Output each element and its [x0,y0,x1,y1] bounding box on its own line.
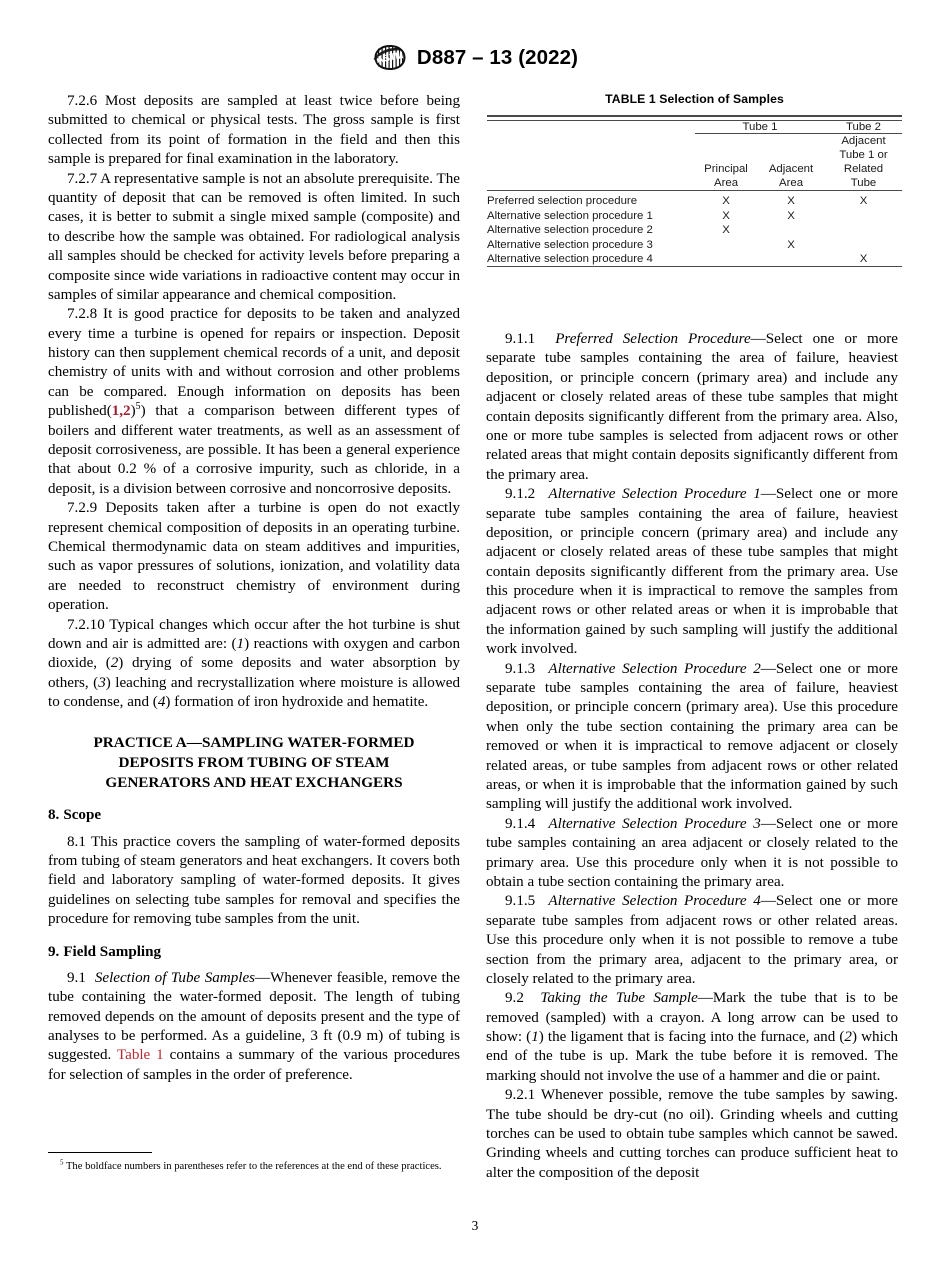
header-line: Principal [704,163,748,176]
table-row [487,223,902,237]
table-1-selection-of-samples [487,115,902,270]
cell-tube-2: X [859,253,868,265]
group-header-blank [487,121,695,134]
cell-principal-area: X [722,224,730,237]
practice-title-line-3: GENERATORS AND HEAT EXCHANGERS [105,773,403,791]
list-number-4: 4 [157,694,166,711]
cell-tube-2 [825,238,902,252]
list-number-2: 2 [844,1029,852,1046]
paragraph-7-2-10-c: ) drying of some deposits and water absorption by others, ( [48,655,460,691]
section-heading-9 [48,943,460,962]
cell-principal-area [695,252,757,267]
paragraph-7-2-9: 7.2.9 Deposits taken after a turbine is open do not exactly represent chemical composition of deposits in an operating turbine. Chemical thermodynamic data on steam additives and impurities, such as vapor pressures of solutions, ionization, and volatility data are needed to reconstruct chemistry of environment during operation. [48,500,460,614]
practice-title-line-2: DEPOSITS FROM TUBING OF STEAM [118,753,390,771]
table-row [487,252,902,267]
paragraph-9-1-1-text: —Select one or more separate tube samples containing the area of failure, heaviest deposition, or principle concern (primary area) and include any adjacent or closely related areas of these tube samples that might contain deposits significantly different from the primary area. Also, one or more tube samples is selected from adjacent rows or other related areas that might contain deposits significantly different from the primary area. [486,331,898,483]
paragraph-7-2-10-a: 7.2.10 Typical changes which occur after the hot turbine is shut down and air is admitted are: ( [48,616,460,652]
paragraph-9-1-4-term: Alternative Selection Procedure 3 [548,815,761,832]
paragraph-9-1-2-text: —Select one or more separate tube samples containing the area of failure, heaviest deposition, or principle concern (primary area) and include any adjacent or closely related areas of these tube samples that might contain deposits significantly different from the primary area. Use this procedure when it is impractical to remove the samples from adjacent rows or other related areas or when it is improbable that the information gained by such sampling will justify the additional work involved. [486,486,898,658]
footnote-marker: 5 [60,1158,64,1167]
cell-adjacent-area [757,252,825,267]
section-heading-8 [48,806,460,825]
row-label: Alternative selection procedure 2 [487,224,653,237]
paragraph-7-2-10 [48,616,460,713]
paragraph-9-1-2-term: Alternative Selection Procedure 1 [548,486,761,503]
header-line: Adjacent [768,163,814,176]
cell-tube-2 [825,223,902,237]
table-1-link[interactable]: Table 1 [116,1047,164,1064]
spacer [48,930,460,943]
list-number-3: 3 [98,674,106,691]
paragraph-9-1-term: Selection of Tube Samples [94,969,256,986]
right-text-column [486,330,898,1183]
left-text-column [48,92,460,1085]
paragraph-9-1-3-number: 9.1.3 [505,660,536,677]
cell-adjacent-area: X [787,195,795,208]
paragraph-9-1-3-text: —Select one or more separate tube samples containing the area of failure, heaviest deposition, or principle concern (primary area). Use this procedure when only the tube section containing the primary area can be removed or when it is impractical to remove adjacent or closely related areas, or tube samples from adjacent rows or other related areas, or when it is improbable that the information gained by such sampling will justify the additional work involved. [486,660,898,813]
paragraph-9-2-term: Taking the Tube Sample [540,990,698,1007]
list-number-2: 2 [110,655,119,672]
spacer [48,962,460,969]
header-line: Tube [850,177,877,190]
cell-adjacent-area: X [787,238,795,251]
row-label: Alternative selection procedure 1 [487,209,653,222]
table-row [487,194,902,208]
paragraph-9-1-1-term: Preferred Selection Procedure [555,331,751,347]
table-column-header-row [487,134,902,191]
header-line: Area [778,177,804,190]
spacer [48,826,460,833]
cell-principal-area: X [722,195,730,208]
paragraph-9-1-a: —Whenever feasible, remove the tube containing the water-formed deposit. The length of tubing removed depends on the amount of deposits present and the type of analyses to be performed. As a guideline, 3 ft (0.9 m) of tubing is suggested. [48,969,460,1064]
paragraph-9-1-5-term: Alternative Selection Procedure 4 [548,893,761,910]
column-header-blank [487,134,695,191]
svg-text:ASTM: ASTM [375,50,405,66]
table-rule-bottom [487,267,902,271]
footnote-marker-inline: 5 [135,401,141,413]
footnote-5 [48,1160,460,1174]
paragraph-7-2-8 [48,305,460,499]
paragraph-9-1-5-text: —Select one or more separate tube samples from adjacent rows or other related areas. Use this procedure only when it is not possible to remove a tube section from the primary area, adjacent to the primary area, or closely related to the primary area. [486,893,898,987]
reference-citation[interactable]: 1,2 [111,403,131,420]
paragraph-7-2-6: 7.2.6 Most deposits are sampled at least twice before being submitted to chemical or physical tests. The gross sample is first collected from its point of formation in the field and then this sample is prepared for final examination in the laboratory. [48,93,460,168]
paragraph-9-2-c: ) which end of the tube is up. Mark the tube before it is removed. The marking should not involve the use of a hammer and die or paint. [486,1029,899,1084]
table-row [487,209,902,223]
paragraph-9-2-1: 9.2.1 Whenever possible, remove the tube samples by sawing. The tube should be dry-cut (no oil). Grinding wheels and cutting torches can be used to obtain tube samples which cannot be sawed. Grinding wheels and cutting torches can produce sufficient heat to alter the composition of the deposit [486,1087,898,1181]
group-header-tube-1: Tube 1 [695,121,825,134]
section-8-number: 8. [48,807,60,824]
cell-principal-area [695,238,757,252]
paragraph-9-1-4-number: 9.1.4 [505,815,536,832]
paragraph-9-2-number: 9.2 [505,990,524,1007]
table-1-caption: TABLE 1 Selection of Samples [605,92,784,106]
paragraph-9-1-3 [486,660,898,815]
page-header [0,44,950,80]
practice-title [48,733,460,794]
cell-principal-area: X [722,209,730,222]
paragraph-9-1-5-number: 9.1.5 [505,893,536,910]
paragraph-7-2-7: 7.2.7 A representative sample is not an absolute prerequisite. The quantity of deposit that can be removed is often limited. In such cases, it is better to submit a single mixed sample (composite) and to describe how the sample was obtained. For radiological analysis all samples should be checked for activity levels before preparing a composite since wide variations in radioactive content may occur in samples of similar appearance and chemical composition. [48,170,460,303]
header-line: Area [713,177,739,190]
header-line: Related [843,163,884,176]
paragraph-9-2 [486,989,898,1086]
paragraph-9-1-3-term: Alternative Selection Procedure 2 [548,660,761,677]
list-number-1: 1 [236,635,245,652]
footnote-block [48,1152,460,1174]
paragraph-7-2-10-b: ) reactions with oxygen and carbon dioxide, ( [48,635,461,672]
cell-adjacent-area [757,223,825,237]
group-header-tube-2: Tube 2 [825,121,902,134]
paragraph-9-1-1 [486,330,898,485]
paren-close: ) [130,403,136,420]
paragraph-9-2-b: ) the ligament that is facing into the furnace, and ( [538,1029,845,1046]
header-line: Tube 1 or [839,149,888,162]
section-8-title: Scope [63,807,102,824]
paragraph-9-1-4-text: —Select one or more tube samples containing an area adjacent or closely related to the primary area. Use this procedure only when it is not possible to obtain a tube section containing the primary area. [486,815,898,890]
cell-tube-2 [825,209,902,223]
page-number: 3 [471,1218,479,1233]
document-designation: D887 – 13 (2022) [416,45,579,69]
paragraph-9-1-2 [486,485,898,660]
paragraph-7-2-8-part2: ) that a comparison between different types of boilers and different water treatments, as well as an assessment of deposit corrosiveness, are possible. It has been a general experience that about 0.2 % of a corrosive impurity, such as chloride, in a deposit, is a division between corrosive and noncorrosive deposits. [48,403,460,497]
paragraph-9-1-number: 9.1 [67,969,86,986]
list-number-1: 1 [531,1029,539,1046]
header-line: Adjacent [841,135,886,147]
table-1-block [487,92,902,270]
paragraph-9-1-1-number: 9.1.1 [505,331,536,347]
column-header-principal-area [695,134,757,191]
practice-title-line-1: PRACTICE A—SAMPLING WATER-FORMED [93,733,415,751]
paragraph-9-1 [48,969,460,1085]
paragraph-9-1-4 [486,815,898,893]
column-header-adjacent-tube-1-or-related-tube [825,134,902,191]
paragraph-7-2-10-d: ) leaching and recrystallization where moisture is allowed to condense, and ( [48,674,461,711]
spacer [48,713,460,733]
paragraph-9-1-2-number: 9.1.2 [505,486,536,503]
paragraph-9-1-5 [486,892,898,989]
paragraph-9-1-b: contains a summary of the various procedures for selection of samples in the order of preference. [48,1047,461,1083]
cell-tube-2: X [859,195,868,208]
table-group-header-row [487,121,902,134]
paragraph-9-2-a: —Mark the tube that is to be removed (sampled) with a crayon. A long arrow can be used to show: ( [486,990,899,1046]
paragraph-7-2-10-e: ) formation of iron hydroxide and hematite. [165,694,429,711]
column-header-adjacent-area [757,134,825,191]
spacer [48,793,460,806]
header-inner [372,44,578,71]
footnote-text: The boldface numbers in parentheses refer to the references at the end of these practices. [63,1161,442,1172]
paragraph-7-2-8-part1: 7.2.8 It is good practice for deposits to be taken and analyzed every time a turbine is opened for repairs or inspection. Deposit history can then supplement chemical records of a unit, and deposit chemistry of units with and without corrosion and other problems can be compared. Enough information on deposits has been published( [48,306,460,420]
section-9-number: 9. [48,943,60,960]
table-row [487,238,902,252]
row-label: Alternative selection procedure 4 [487,253,653,265]
paragraph-8-1: 8.1 This practice covers the sampling of water-formed deposits from tubing of steam generators and heat exchangers. It covers both field and laboratory sampling of water-formed deposits. It gives guidelines on selecting tube samples for removal and specifies the procedure for removing tube samples from the unit. [48,833,460,928]
astm-logo-icon [372,44,408,71]
row-label: Preferred selection procedure [487,195,638,208]
row-label: Alternative selection procedure 3 [487,238,653,251]
cell-adjacent-area: X [787,209,795,222]
footnote-divider [48,1152,152,1153]
section-9-title: Field Sampling [63,943,162,960]
